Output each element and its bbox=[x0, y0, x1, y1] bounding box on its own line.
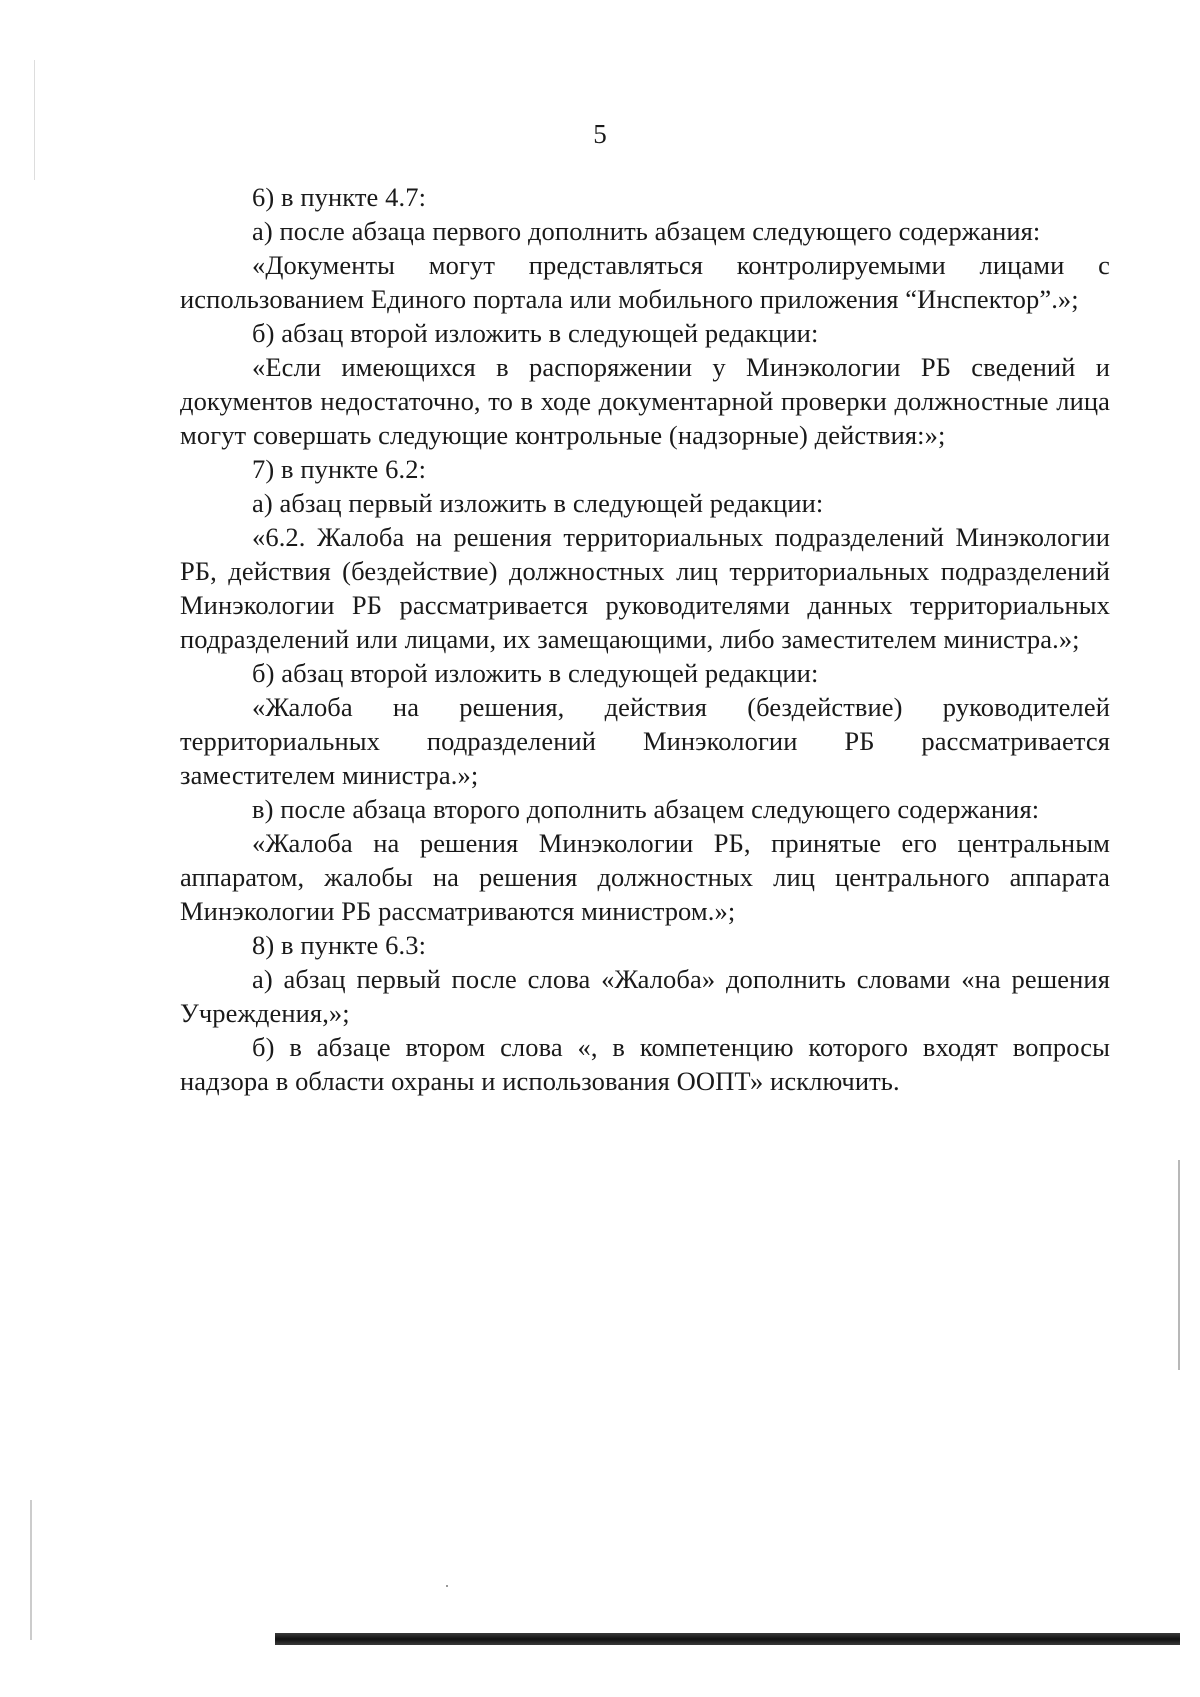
paragraph: 7) в пункте 6.2: bbox=[252, 454, 427, 484]
scan-speck bbox=[446, 1585, 448, 1587]
document-body bbox=[180, 180, 1110, 1098]
paragraph: б) в абзаце втором слова «, в компетенцию которого входят вопросы надзора в области охраны и использования ООПТ» исключить. bbox=[180, 1032, 1110, 1096]
paragraph: а) после абзаца первого дополнить абзацем следующего содержания: bbox=[252, 216, 1041, 246]
scan-edge-line bbox=[30, 1500, 32, 1640]
page-number: 5 bbox=[593, 119, 607, 149]
paragraph: 6) в пункте 4.7: bbox=[252, 182, 427, 212]
paragraph: а) абзац первый изложить в следующей редакции: bbox=[252, 488, 824, 518]
paragraph: «Если имеющихся в распоряжении у Минэкологии РБ сведений и документов недостаточно, то в ходе документарной проверки должностные лица могут совершать следующие контрольные (надзорные) действия:»; bbox=[180, 352, 1110, 450]
paragraph: 8) в пункте 6.3: bbox=[252, 930, 427, 960]
paragraph: б) абзац второй изложить в следующей редакции: bbox=[252, 658, 819, 688]
paragraph: «Жалоба на решения Минэкологии РБ, принятые его центральным аппаратом, жалобы на решения должностных лиц центрального аппарата Минэкологии РБ рассматриваются министром.»; bbox=[180, 828, 1110, 926]
paragraph: «6.2. Жалоба на решения территориальных подразделений Минэкологии РБ, действия (бездействие) должностных лиц территориальных подразделений Минэкологии РБ рассматривается руководителями данных территориальных подразделений или лицами, их замещающими, либо заместителем министра.»; bbox=[180, 522, 1110, 654]
paragraph: в) после абзаца второго дополнить абзацем следующего содержания: bbox=[252, 794, 1040, 824]
paragraph: «Документы могут представляться контролируемыми лицами с использованием Единого портала или мобильного приложения “Инспектор”.»; bbox=[180, 250, 1110, 314]
paragraph: б) абзац второй изложить в следующей редакции: bbox=[252, 318, 819, 348]
scan-edge-line bbox=[1178, 1160, 1180, 1370]
paragraph: «Жалоба на решения, действия (бездействие) руководителей территориальных подразделений Минэкологии РБ рассматривается заместителем министра.»; bbox=[180, 692, 1110, 790]
paragraph: а) абзац первый после слова «Жалоба» дополнить словами «на решения Учреждения,»; bbox=[180, 964, 1110, 1028]
scan-bottom-bar bbox=[275, 1633, 1180, 1645]
scan-edge-mark bbox=[34, 60, 35, 180]
